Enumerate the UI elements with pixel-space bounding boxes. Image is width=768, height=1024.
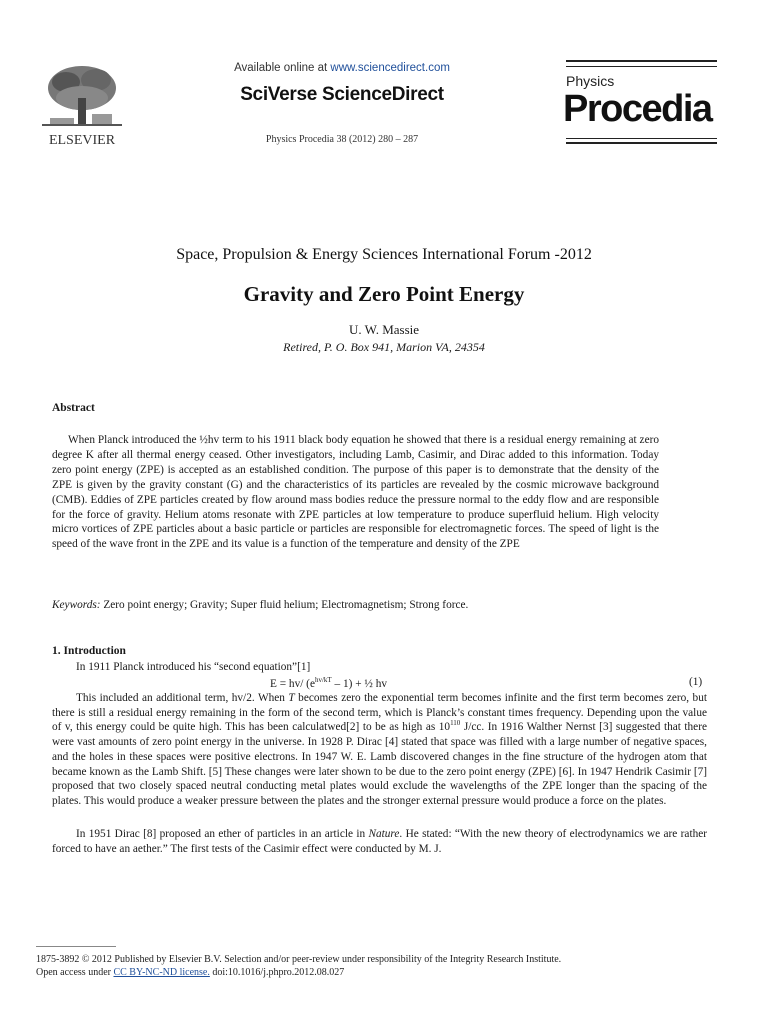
paper-title: Gravity and Zero Point Energy xyxy=(243,282,525,306)
footer-rule xyxy=(36,946,116,947)
author-affiliation: Retired, P. O. Box 941, Marion VA, 24354 xyxy=(283,340,485,354)
keywords-label: Keywords: xyxy=(52,599,101,611)
intro-paragraph-2 xyxy=(52,691,707,809)
abstract-heading: Abstract xyxy=(52,402,95,414)
footer-open-access xyxy=(36,967,344,978)
header-rule xyxy=(566,60,717,62)
equation-part-2: – 1) + ½ hv xyxy=(331,677,388,690)
elsevier-tree-icon xyxy=(36,62,128,148)
p3-italic-nature: Nature xyxy=(368,828,400,840)
planck-equation xyxy=(270,676,387,690)
author-name: U. W. Massie xyxy=(348,322,420,337)
abstract-body: When Planck introduced the ½hv term to his 1911 black body equation he showed that there is a residual energy remaining at zero degree K after all thermal energy ceased. Other investigators, including Lamb, Casimir, and Dirac added to this information. Today zero point energy (ZPE) is accepted as an established condition. The purpose of this paper is to demonstrate that the density of the ZPE is given by the gravity constant (G) and the characteristics of its particles are revealed by the cosmic microwave background (CMB). Eddies of ZPE particles created by flow around mass bodies reduce the pressure normal to the eddy flow and are responsible for the force of gravity. Helium atoms resonate with ZPE particles at low temperature to produce superfluid helium. High velocity micro vortices of ZPE particles about a basic particle or particles are responsible for electromagnetic forces. The speed of light is the speed of the wave front in the ZPE and its value is a function of the temperature and density of the ZPE xyxy=(52,434,659,551)
header-rule xyxy=(566,142,717,144)
footer-doi: doi:10.1016/j.phpro.2012.08.027 xyxy=(209,967,345,978)
publisher-name: ELSEVIER xyxy=(48,133,116,148)
equation-part-1: E = hv/ (e xyxy=(270,677,315,690)
intro-paragraph-1: In 1911 Planck introduced his “second equation”[1] xyxy=(76,661,311,673)
available-online-prefix: Available online at xyxy=(234,62,331,74)
journal-word-physics: Physics xyxy=(566,73,615,89)
elsevier-logo xyxy=(36,62,128,148)
p2-text-a: This included an additional term, hv/2. When xyxy=(76,692,289,704)
p2-italic-t: T xyxy=(288,692,295,704)
available-online-text xyxy=(222,62,462,74)
sciencedirect-link[interactable]: www.sciencedirect.com xyxy=(330,62,450,74)
equation-exponent: hv/kT xyxy=(314,676,332,684)
p2-exponent: 110 xyxy=(450,719,461,728)
footer-copyright: 1875-3892 © 2012 Published by Elsevier B.V. Selection and/or peer-review under responsibility of the Integrity Research Institute. xyxy=(36,954,562,965)
p3-text-a: In 1951 Dirac [8] proposed an ether of particles in an article in xyxy=(76,828,369,840)
p2-text-c: J/cc. In 1916 Walther Nernst [3] suggested that there were vast amounts of zero point energy in the universe. In 1928 P. Dirac [4] stated that space was filled with a large number of negative spaces, and the holes in these spaces were positive electrons. In 1947 W. E. Lamb discovered changes in the fine structure of the hydrogen atom that became known as the Lamb Shift. [5] These changes were later shown to be due to the zero point energy (ZPE) [6]. In 1947 Hendrik Casimir [7] proposed that two closely spaced neutral conducting metal plates would exclude the wavelengths of the ZPE longer than the spacing of the plates. This would produce a weaker pressure between the plates and the stronger external pressure would produce a force on the plates. xyxy=(52,721,707,807)
keywords xyxy=(52,599,672,611)
footer-open-access-prefix: Open access under xyxy=(36,967,114,978)
p3-text-b: . He stated: “With the new theory of electrodynamics we are rather forced to have an aether.” The first tests of the Casimir effect were conducted by M. J. xyxy=(52,828,708,855)
platform-name: SciVerse ScienceDirect xyxy=(240,84,444,105)
header-rule xyxy=(566,138,717,139)
intro-paragraph-3 xyxy=(52,827,707,856)
equation-number: (1) xyxy=(689,676,703,688)
section-heading-introduction: 1. Introduction xyxy=(52,645,126,657)
forum-name: Space, Propulsion & Energy Sciences International Forum -2012 xyxy=(176,246,592,263)
header-rule xyxy=(566,66,717,67)
p2-text-b: becomes zero the exponential term becomes infinite and the first term becomes zero, but there is still a residual energy remaining in the form of the second term, which is Planck’s constant times frequency. Depending upon the value of v, this energy could be quite high. This has been calculatwed[2] to be as high as 10 xyxy=(52,692,707,734)
keywords-list: Zero point energy; Gravity; Super fluid helium; Electromagnetism; Strong force. xyxy=(100,599,469,611)
journal-reference: Physics Procedia 38 (2012) 280 – 287 xyxy=(265,134,419,145)
journal-word-procedia: Procedia xyxy=(563,88,712,130)
license-link[interactable]: CC BY-NC-ND license. xyxy=(113,967,210,978)
